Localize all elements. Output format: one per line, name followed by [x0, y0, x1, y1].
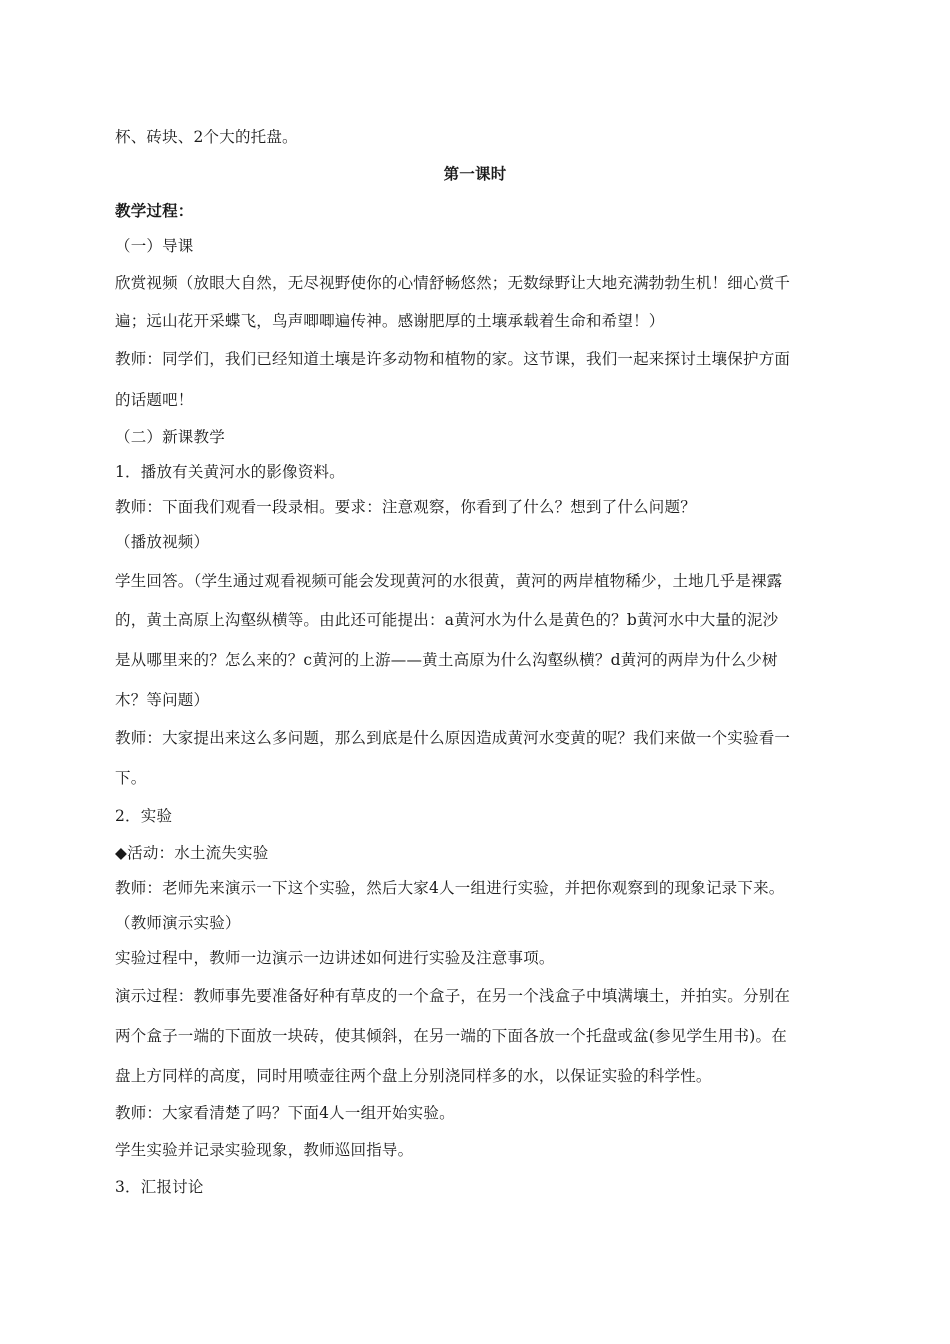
paragraph-line: 是从哪里来的？怎么来的？c黄河的上游——黄土高原为什么沟壑纵横？d黄河的两岸为什么少树 — [115, 651, 778, 669]
paragraph-line: 教师：下面我们观看一段录相。要求：注意观察，你看到了什么？想到了什么问题？ — [115, 498, 696, 516]
paragraph-line: 学生回答。（学生通过观看视频可能会发现黄河的水很黄，黄河的两岸植物稀少，土地几乎是裸露 — [115, 572, 783, 590]
paragraph-line: 两个盒子一端的下面放一块砖，使其倾斜，在另一端的下面各放一个托盘或盆(参见学生用书)。在 — [115, 1027, 787, 1045]
paragraph-line: 教师：老师先来演示一下这个实验，然后大家4人一组进行实验，并把你观察到的现象记录下来。 — [115, 879, 785, 897]
paragraph-line: 欣赏视频（放眼大自然，无尽视野使你的心情舒畅悠然；无数绿野让大地充满勃勃生机！细心赏千 — [115, 274, 791, 292]
subsection-heading: （一）导课 — [115, 237, 194, 255]
paragraph-line: 下。 — [115, 769, 147, 787]
materials-line: 杯、砖块、2个大的托盘。 — [115, 128, 298, 146]
paragraph-line: 的，黄土高原上沟壑纵横等。由此还可能提出：a黄河水为什么是黄色的？b黄河水中大量的泥沙 — [115, 611, 779, 629]
numbered-item: 3．汇报讨论 — [115, 1178, 204, 1196]
section-heading: 教学过程： — [115, 201, 194, 220]
paragraph-line: （教师演示实验） — [115, 914, 241, 932]
subsection-heading: （二）新课教学 — [115, 428, 225, 446]
lesson-heading: 第一课时 — [443, 164, 507, 183]
paragraph-line: （播放视频） — [115, 533, 210, 551]
activity-heading: ◆活动：水土流失实验 — [115, 844, 269, 862]
paragraph-line: 盘上方同样的高度，同时用喷壶往两个盘上分别浇同样多的水，以保证实验的科学性。 — [115, 1067, 712, 1085]
paragraph-line: 演示过程：教师事先要准备好种有草皮的一个盒子，在另一个浅盒子中填满壤土，并拍实。分别在 — [115, 987, 791, 1005]
paragraph-line: 教师：大家提出来这么多问题，那么到底是什么原因造成黄河水变黄的呢？我们来做一个实验看一 — [115, 729, 791, 747]
paragraph-line: 教师：大家看清楚了吗？下面4人一组开始实验。 — [115, 1104, 455, 1122]
paragraph-line: 木？等问题） — [115, 691, 210, 709]
paragraph-line: 的话题吧！ — [115, 391, 194, 409]
numbered-item: 1．播放有关黄河水的影像资料。 — [115, 463, 345, 481]
paragraph-line: 遍；远山花开采蝶飞，鸟声唧唧遍传神。感谢肥厚的土壤承载着生命和希望！） — [115, 312, 665, 330]
paragraph-line: 学生实验并记录实验现象，教师巡回指导。 — [115, 1141, 414, 1159]
paragraph-line: 实验过程中，教师一边演示一边讲述如何进行实验及注意事项。 — [115, 949, 555, 967]
numbered-item: 2．实验 — [115, 807, 173, 825]
paragraph-line: 教师：同学们，我们已经知道土壤是许多动物和植物的家。这节课，我们一起来探讨土壤保护方面 — [115, 350, 791, 368]
